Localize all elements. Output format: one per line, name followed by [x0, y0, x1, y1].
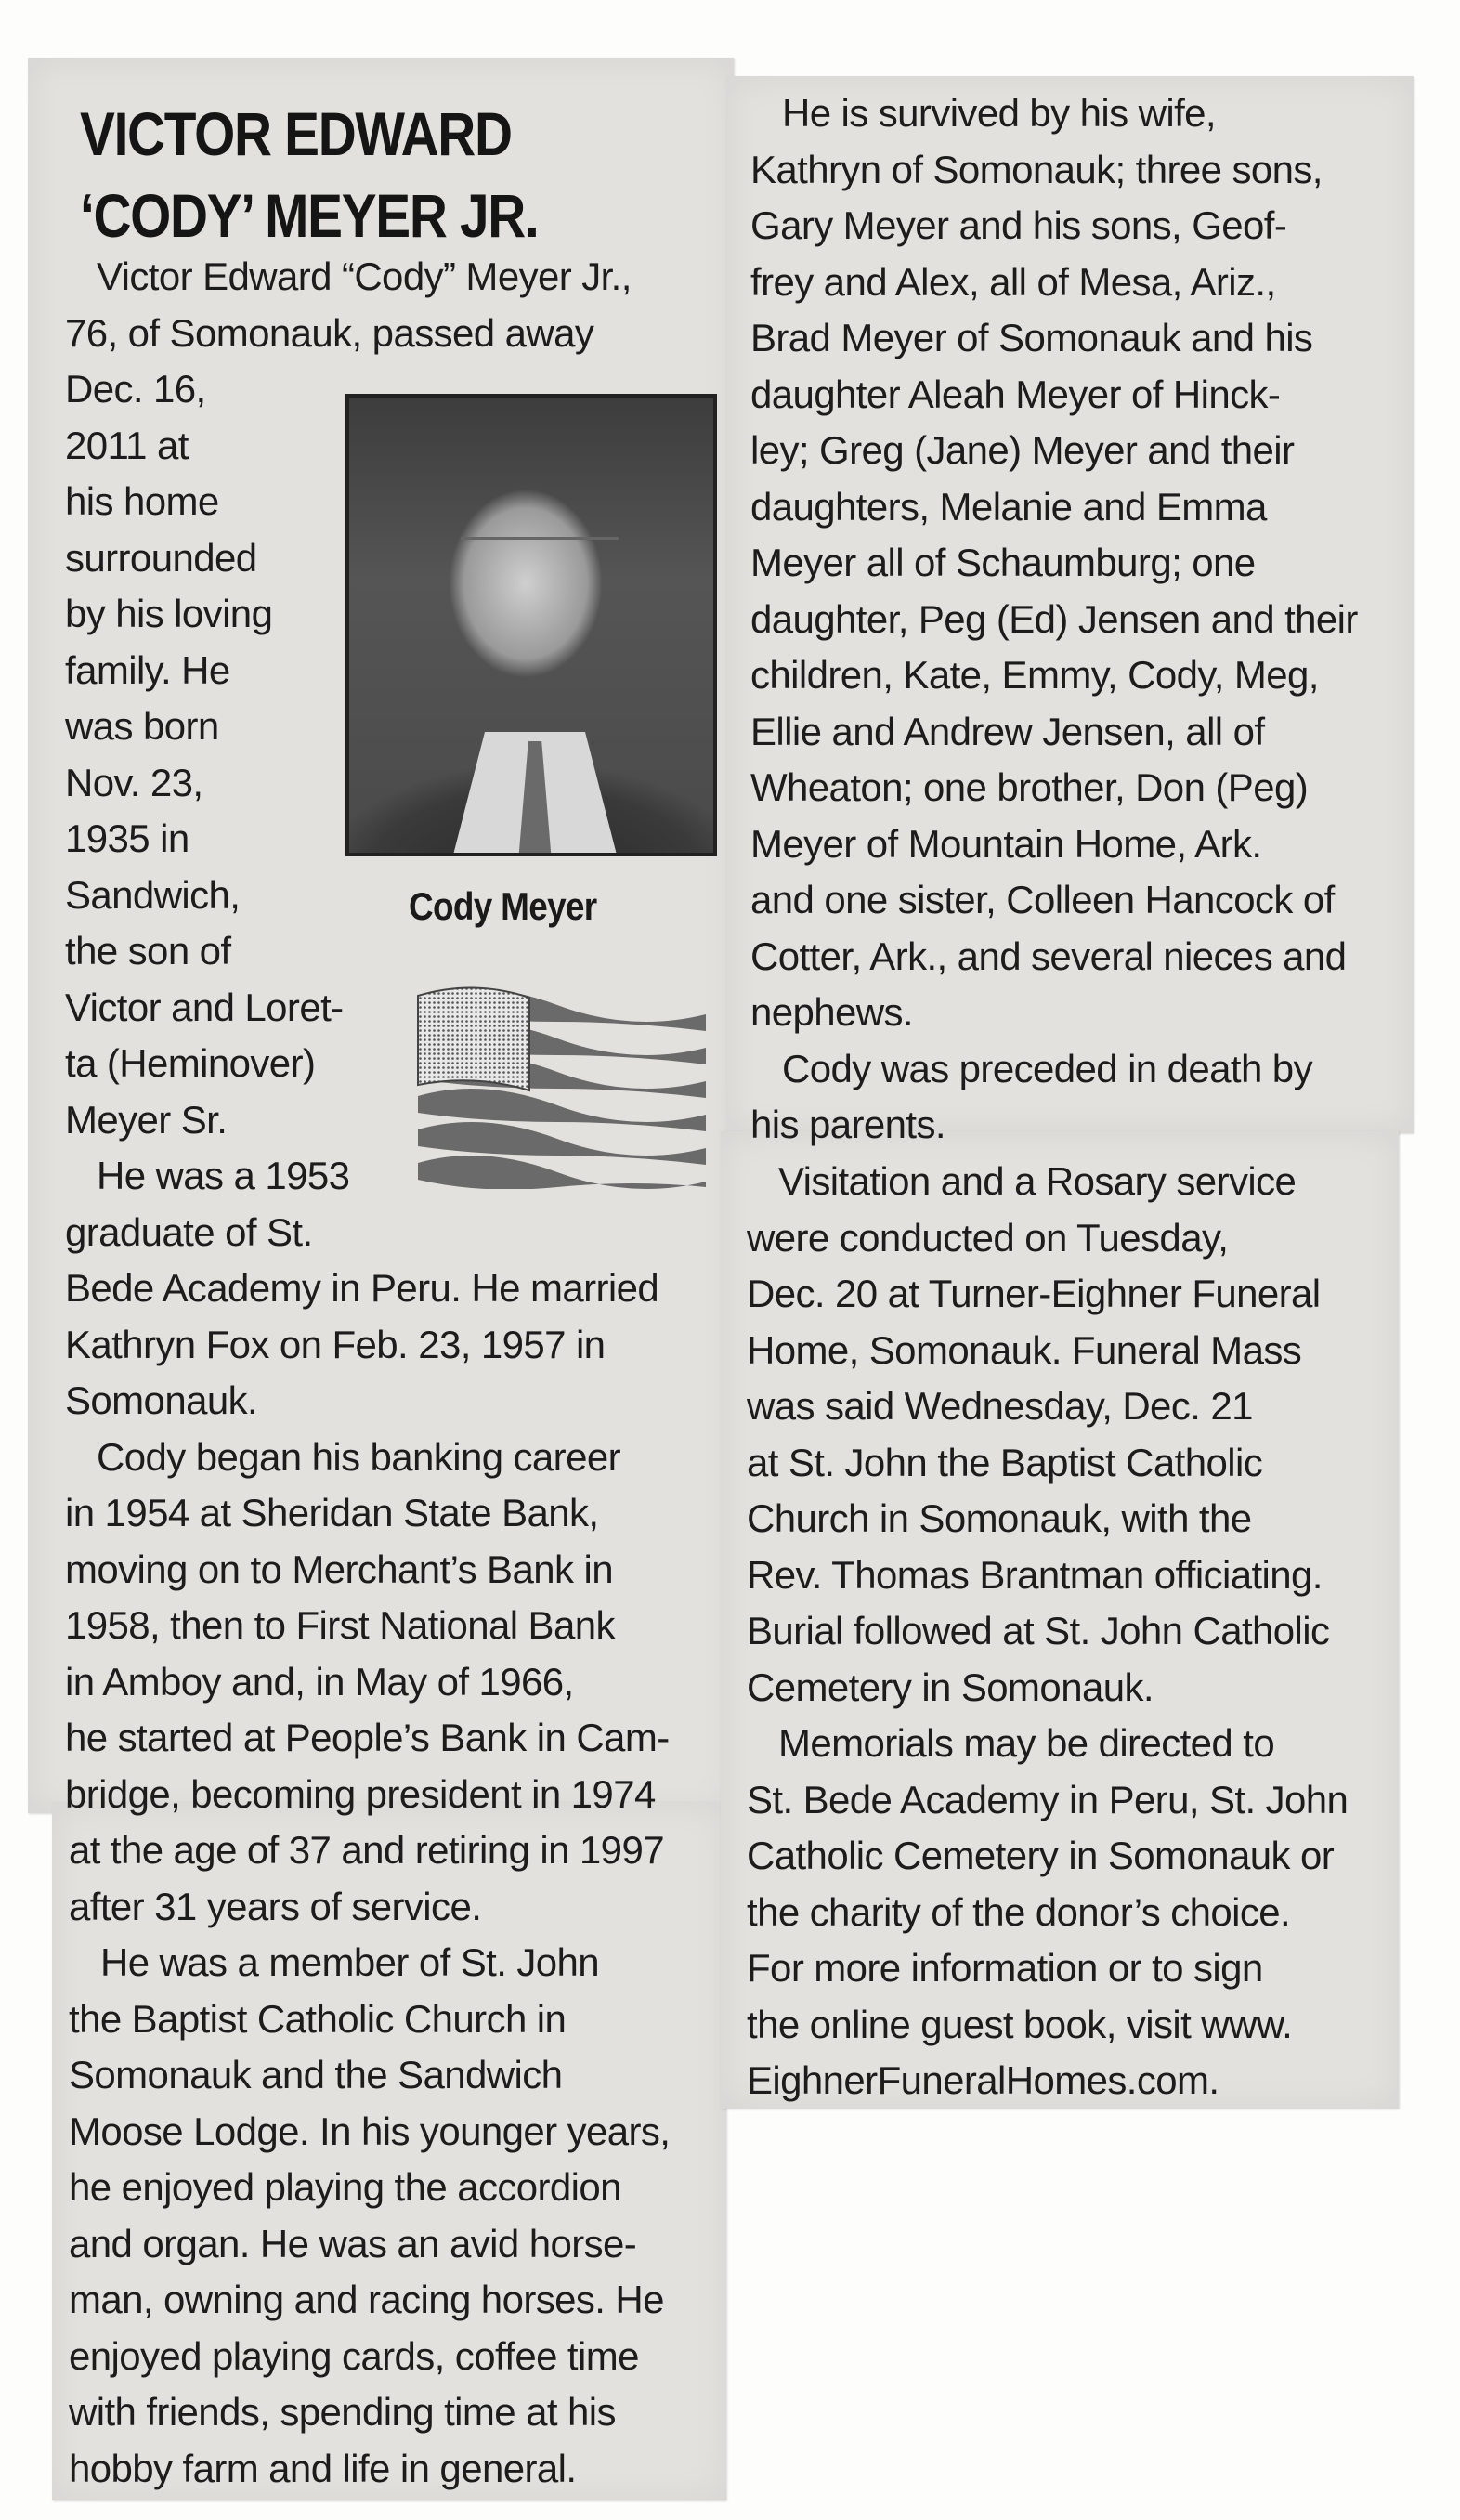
text-line: Nov. 23, [65, 760, 203, 804]
text-line: Brad Meyer of Somonauk and his [750, 316, 1313, 359]
text-line: daughter, Peg (Ed) Jensen and their [750, 596, 1358, 641]
text-line: Sandwich, [65, 872, 241, 917]
text-line: ley; Greg (Jane) Meyer and their [750, 428, 1295, 472]
text-line: ta (Heminover) [65, 1041, 316, 1085]
text-line: and organ. He was an avid horse- [69, 2221, 637, 2265]
text-line: Rev. Thomas Brantman officiating. [747, 1552, 1323, 1597]
text-line: Burial followed at St. John Catholic [747, 1609, 1330, 1652]
text-line: his parents. [750, 1103, 945, 1146]
obituary-headline [80, 93, 538, 256]
right-column-bottom [747, 1154, 1348, 2109]
text-line: after 31 years of service. [69, 1884, 482, 1928]
right-column-top [750, 85, 1358, 1154]
text-line: He was a member of St. John [100, 1940, 600, 1984]
headline-line-1: VICTOR EDWARD [80, 99, 512, 168]
text-line: Meyer all of Schaumburg; one [750, 541, 1256, 584]
text-line: EighnerFuneralHomes.com. [747, 2058, 1219, 2102]
text-line: Meyer of Mountain Home, Ark. [750, 821, 1262, 866]
text-line: in 1954 at Sheridan State Bank, [65, 1491, 599, 1534]
text-line: children, Kate, Emmy, Cody, Meg, [750, 653, 1319, 697]
text-line: daughter Aleah Meyer of Hinck- [750, 372, 1281, 416]
text-line: hobby farm and life in general. [69, 2446, 577, 2490]
photo-caption: Cody Meyer [409, 884, 597, 928]
text-line: Kathryn Fox on Feb. 23, 1957 in [65, 1322, 606, 1366]
text-line: and one sister, Colleen Hancock of [750, 878, 1335, 921]
text-line: 2011 at [65, 423, 189, 467]
text-line: 1935 in [65, 816, 189, 860]
text-line: Cody began his banking career [97, 1434, 620, 1479]
text-line: St. Bede Academy in Peru, St. John [747, 1777, 1349, 1821]
text-line: Memorials may be directed to [778, 1721, 1275, 1765]
text-line: he enjoyed playing the accordion [69, 2165, 621, 2209]
text-line: 76, of Somonauk, passed away [65, 310, 594, 355]
text-line: Visitation and a Rosary service [778, 1159, 1297, 1203]
text-line: moving on to Merchant’s Bank in [65, 1547, 613, 1591]
text-line: Cody was preceded in death by [782, 1046, 1312, 1090]
text-line: Bede Academy in Peru. He married [65, 1266, 659, 1310]
text-line: Home, Somonauk. Funeral Mass [747, 1327, 1302, 1372]
text-line: Dec. 16, [65, 367, 206, 411]
text-line: were conducted on Tuesday, [747, 1215, 1229, 1260]
text-line: Victor and Loret- [65, 985, 344, 1029]
text-line: Ellie and Andrew Jensen, all of [750, 709, 1265, 753]
text-line: Catholic Cemetery in Somonauk or [747, 1834, 1335, 1877]
text-line: Meyer Sr. [65, 1097, 228, 1142]
text-line: Cotter, Ark., and several nieces and [750, 934, 1347, 978]
text-line: was born [65, 704, 219, 748]
text-line: family. He [65, 647, 230, 692]
text-line: 1958, then to First National Bank [65, 1603, 615, 1647]
text-line: Victor Edward “Cody” Meyer Jr., [97, 255, 632, 298]
left-column-top [65, 249, 670, 1822]
text-line: Cemetery in Somonauk. [747, 1665, 1154, 1709]
text-line: frey and Alex, all of Mesa, Ariz., [750, 259, 1276, 304]
text-line: at St. John the Baptist Catholic [747, 1440, 1263, 1484]
text-line: man, owning and racing horses. He [69, 2278, 664, 2321]
text-line: surrounded [65, 535, 257, 580]
text-line: Church in Somonauk, with the [747, 1496, 1252, 1540]
text-line: Dec. 20 at Turner-Eighner Funeral [747, 1272, 1321, 1315]
text-line: he started at People’s Bank in Cam- [65, 1716, 670, 1759]
text-line: the Baptist Catholic Church in [69, 1996, 567, 2041]
text-line: bridge, becoming president in 1974 [65, 1771, 656, 1816]
text-line: by his loving [65, 592, 273, 635]
text-line: the online guest book, visit www. [747, 2002, 1293, 2046]
text-line: daughters, Melanie and Emma [750, 484, 1267, 529]
text-line: Moose Lodge. In his younger years, [69, 2109, 671, 2153]
text-line: in Amboy and, in May of 1966, [65, 1659, 574, 1704]
text-line: the son of [65, 929, 231, 973]
headline-line-2: ‘CODY’ MEYER JR. [80, 181, 539, 250]
text-line: Wheaton; one brother, Don (Peg) [750, 765, 1309, 809]
text-line: Gary Meyer and his sons, Geof- [750, 203, 1287, 247]
text-line: enjoyed playing cards, coffee time [69, 2333, 639, 2378]
text-line: Somonauk and the Sandwich [69, 2053, 563, 2096]
text-line: the charity of the donor’s choice. [747, 1889, 1291, 1934]
text-line: at the age of 37 and retiring in 1997 [69, 1828, 664, 1872]
text-line: He was a 1953 [97, 1154, 350, 1197]
text-line: his home [65, 479, 219, 523]
text-line: was said Wednesday, Dec. 21 [747, 1384, 1253, 1428]
text-line: nephews. [750, 990, 913, 1034]
text-line: For more information or to sign [747, 1946, 1263, 1990]
left-column-bottom [69, 1822, 670, 2497]
text-line: Somonauk. [65, 1378, 258, 1422]
text-line: graduate of St. [65, 1209, 313, 1254]
text-line: He is survived by his wife, [782, 91, 1216, 135]
text-line: Kathryn of Somonauk; three sons, [750, 147, 1323, 191]
text-line: with friends, spending time at his [69, 2390, 616, 2434]
